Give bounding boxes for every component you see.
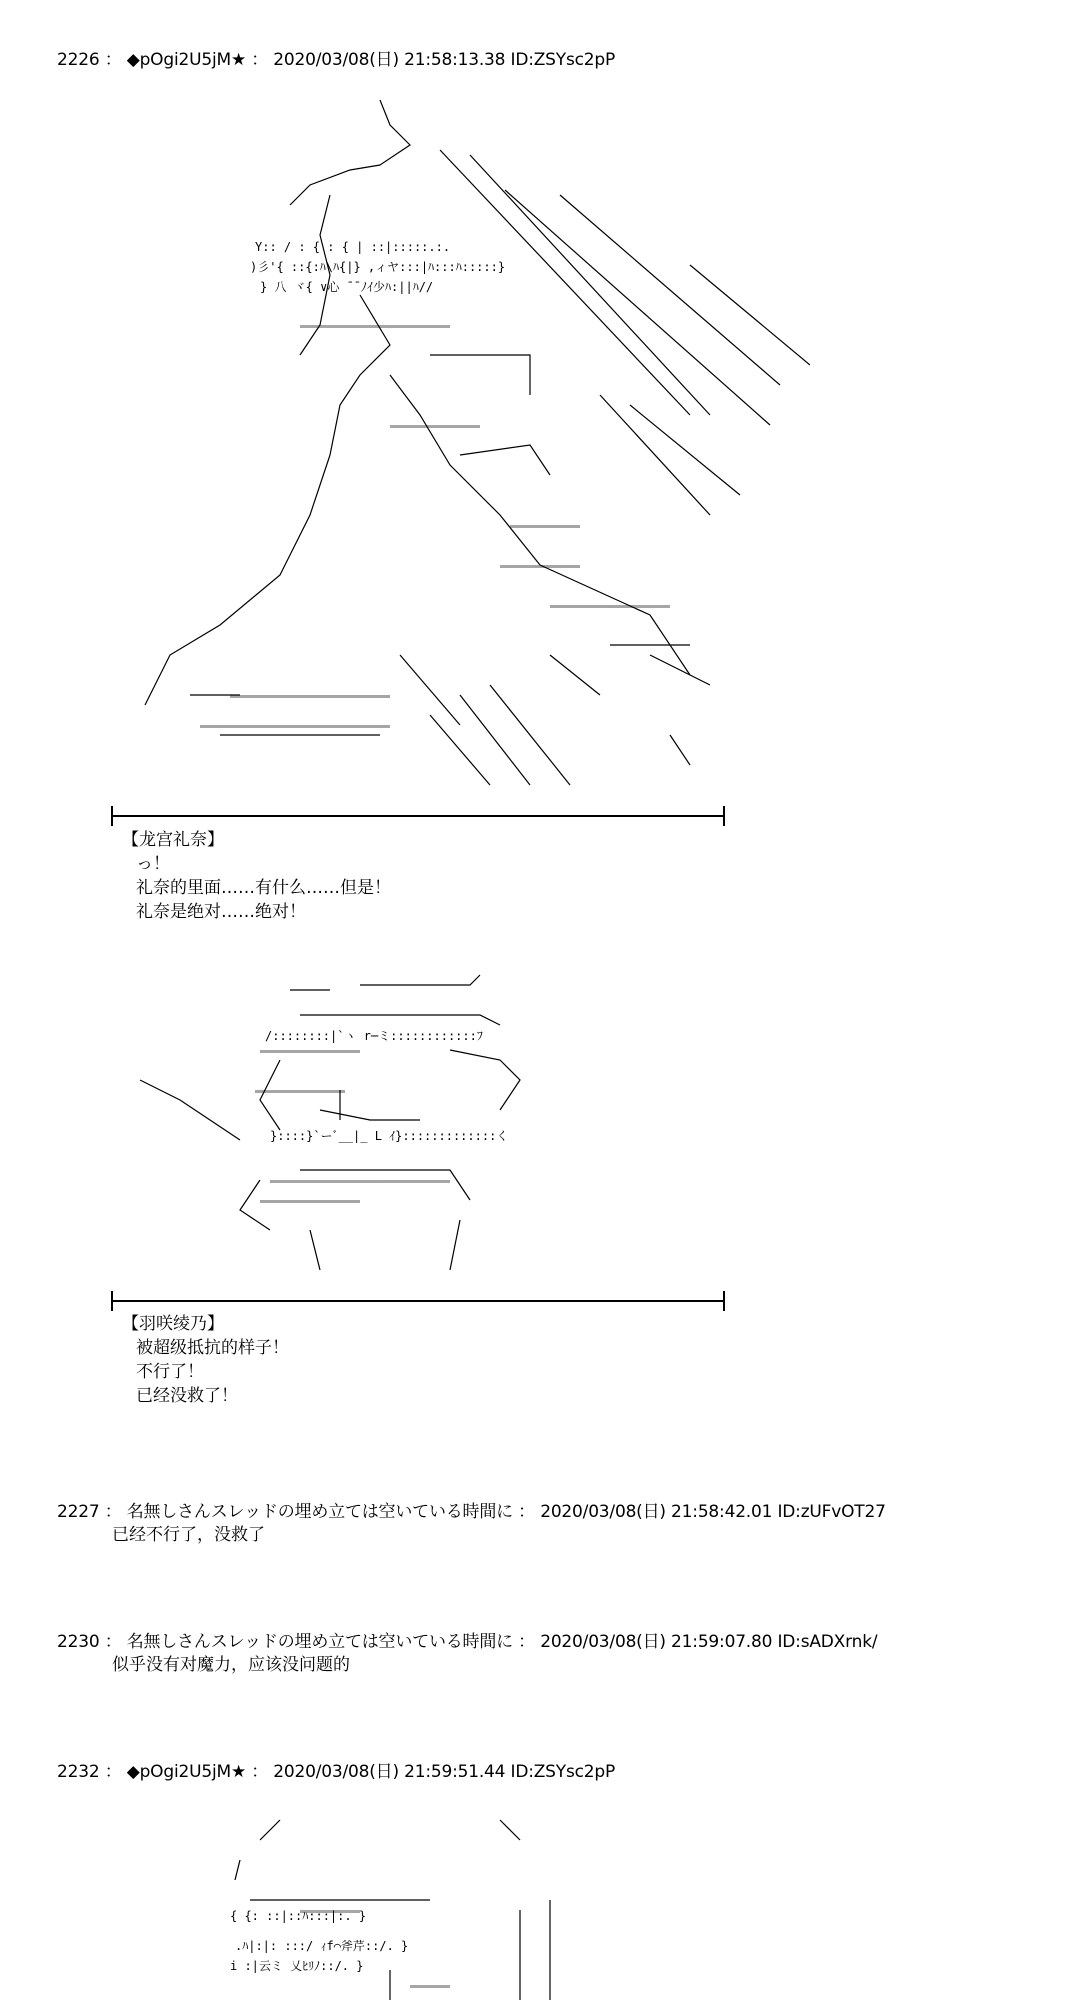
dialogue-line: 已经没救了！ bbox=[136, 1386, 238, 1406]
speaker-name: 【龙宫礼奈】 bbox=[122, 830, 224, 850]
divider-cap bbox=[111, 1291, 113, 1311]
post-id: ID:ZSYsc2pP bbox=[510, 1762, 616, 1782]
post-header-2226 bbox=[57, 50, 615, 70]
divider-cap bbox=[111, 806, 113, 826]
dialogue-line: っ！ bbox=[136, 854, 170, 874]
post-datetime: 2020/03/08(日) 21:58:42.01 bbox=[540, 1502, 773, 1522]
post-header-2230 bbox=[57, 1632, 877, 1652]
dialogue-line: 被超级抵抗的样子！ bbox=[136, 1338, 289, 1358]
poster-name: 名無しさんスレッドの埋め立ては空いている時間に bbox=[126, 1502, 513, 1522]
aa-text-line: { {: ::|::ﾊ:::|:. } bbox=[230, 1909, 367, 1923]
aa-text-line: } 八 ヾ{ ∨心 ¯¯ﾉｲ少ﾊ:||ﾊ// bbox=[260, 280, 434, 294]
dialogue-ayano bbox=[122, 1312, 289, 1408]
aa-text-line: )彡'{ ::{:ﾊ\ﾊ{|} ,ィヤ:::|ﾊ:::ﾊ:::::} bbox=[250, 260, 506, 274]
dialogue-line: 礼奈是绝对……绝对！ bbox=[136, 902, 306, 922]
dialogue-line: 礼奈的里面……有什么……但是！ bbox=[136, 878, 391, 898]
post-separator: ： bbox=[104, 50, 122, 70]
post-datetime: 2020/03/08(日) 21:59:07.80 bbox=[540, 1632, 773, 1652]
post-body-2230: 似乎没有对魔力，应该没问题的 bbox=[112, 1655, 350, 1675]
post-header-2227 bbox=[57, 1502, 886, 1522]
dialogue-rena bbox=[122, 828, 391, 924]
scene-divider bbox=[113, 1300, 723, 1302]
ascii-art-figure-sword bbox=[130, 95, 810, 795]
post-id: ID:zUFvOT27 bbox=[777, 1502, 886, 1522]
post-separator: ： bbox=[518, 1502, 535, 1522]
poster-name: 名無しさんスレッドの埋め立ては空いている時間に bbox=[126, 1632, 513, 1652]
post-number: 2232 bbox=[57, 1762, 100, 1782]
poster-name: ◆pOgi2U5jM★ bbox=[126, 50, 246, 70]
post-separator: ： bbox=[104, 1762, 122, 1782]
scene-divider bbox=[113, 815, 723, 817]
divider-cap bbox=[723, 806, 725, 826]
post-datetime: 2020/03/08(日) 21:59:51.44 bbox=[273, 1762, 506, 1782]
post-separator: ： bbox=[518, 1632, 535, 1652]
post-datetime: 2020/03/08(日) 21:58:13.38 bbox=[273, 50, 506, 70]
poster-name: ◆pOgi2U5jM★ bbox=[126, 1762, 246, 1782]
ascii-art-figure-resisting bbox=[120, 970, 560, 1290]
aa-text-line: Y:: / : { : { | ::|:::::.:. bbox=[255, 240, 451, 254]
speaker-name: 【羽咲绫乃】 bbox=[122, 1314, 224, 1334]
post-body-2227: 已经不行了，没救了 bbox=[112, 1525, 265, 1545]
post-separator: ： bbox=[104, 1632, 122, 1652]
post-number: 2226 bbox=[57, 50, 100, 70]
divider-cap bbox=[723, 1291, 725, 1311]
post-id: ID:sADXrnk/ bbox=[777, 1632, 878, 1652]
ascii-art-figure-partial bbox=[100, 1790, 580, 2000]
post-header-2232 bbox=[57, 1762, 615, 1782]
aa-text-line: }::::}`ーﾞ__|_ L ｲ}:::::::::::::く bbox=[270, 1129, 509, 1143]
post-separator: ： bbox=[251, 50, 269, 70]
post-number: 2230 bbox=[57, 1632, 100, 1652]
aa-text-line: i :|云ミ 乂ﾋﾘﾉ::/. } bbox=[230, 1959, 364, 1973]
post-separator: ： bbox=[251, 1762, 269, 1782]
aa-text-line: /::::::::|`ヽ r─ミ::::::::::::ﾌ bbox=[265, 1029, 483, 1043]
aa-text-line: .ﾊ|:|: :::/ ｨf⌒斧芹::/. } bbox=[235, 1939, 409, 1953]
dialogue-line: 不行了！ bbox=[136, 1362, 204, 1382]
post-number: 2227 bbox=[57, 1502, 100, 1522]
post-id: ID:ZSYsc2pP bbox=[510, 50, 616, 70]
post-separator: ： bbox=[104, 1502, 122, 1522]
